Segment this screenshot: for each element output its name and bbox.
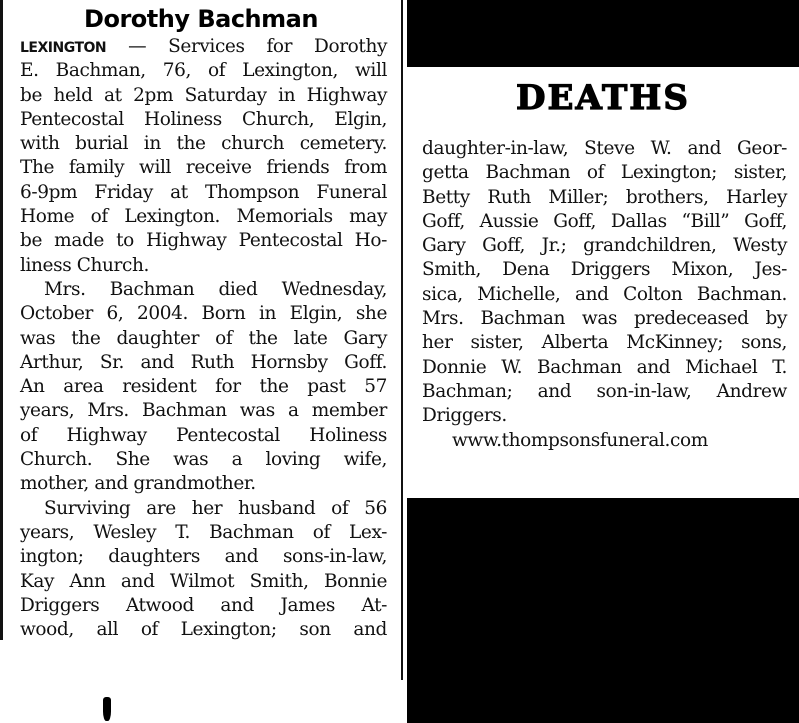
text-line: The family will receive friends from [20,157,387,179]
text-line: wood, all of Lexington; son and [20,619,387,641]
text-line: Mrs. Bachman died Wednesday, [44,278,387,300]
text-line: with burial in the church cemetery. [20,133,387,155]
text-line: of Highway Pentecostal Holiness [20,424,387,446]
ink-smudge [103,697,111,721]
text-line: daughter-in-law, Steve W. and Geor- [422,138,787,159]
text-line: years, Mrs. Bachman was a member [20,400,387,422]
text-line: was the daughter of the late Gary [20,327,387,349]
obituary-headline: Dorothy Bachman [84,5,318,33]
text-line: Donnie W. Bachman and Michael T. [422,356,787,378]
text-line: be held at 2pm Saturday in Highway [20,84,387,106]
text-line: Kay Ann and Wilmot Smith, Bonnie [20,570,387,592]
text-line: Church. She was a loving wife, [20,449,387,471]
column-border-left [0,0,3,640]
column-divider [401,0,403,723]
text-line: E. Bachman, 76, of Lexington, will [20,60,387,82]
redacted-block-bottom [407,498,799,723]
text-line: years, Wesley T. Bachman of Lex- [20,521,387,543]
text-line: Surviving are her husband of 56 [44,497,387,519]
obituary-left-column [20,35,387,642]
text-line: Driggers Atwood and James At- [20,594,387,616]
text-line: Goff, Aussie Goff, Dallas “Bill” Goff, [422,210,787,232]
text-line: her sister, Alberta McKinney; sons, [422,332,787,354]
text-line: be made to Highway Pentecostal Ho- [20,230,387,252]
text-line: Bachman; and son-in-law, Andrew [422,380,787,402]
text-line: mother, and grandmother. [20,473,256,495]
text-line: October 6, 2004. Born in Elgin, she [20,303,387,325]
text-line: An area resident for the past 57 [20,376,387,398]
redacted-block-top [407,0,799,67]
text-line: liness Church. [20,254,149,276]
funeral-home-website: www.thompsonsfuneral.com [452,429,708,451]
text-line: Pentecostal Holiness Church, Elgin, [20,108,387,130]
obituary-right-column [422,137,787,453]
text-line: getta Bachman of Lexington; sister, [422,162,787,184]
section-title-deaths: DEATHS [516,78,690,118]
dateline: LEXINGTON [20,40,107,56]
text-line: 6-9pm Friday at Thompson Funeral [20,181,387,203]
text-line: Gary Goff, Jr.; grandchildren, Westy [422,235,787,257]
text-span: — Services for Dorothy [128,36,388,57]
text-line: Betty Ruth Miller; brothers, Harley [422,186,787,208]
text-line: Arthur, Sr. and Ruth Hornsby Goff. [20,351,387,373]
text-line [20,35,387,59]
text-line: sica, Michelle, and Colton Bachman. [422,283,787,305]
column-divider-gap [399,680,405,723]
text-line: Smith, Dena Driggers Mixon, Jes- [422,259,787,281]
text-line: Mrs. Bachman was predeceased by [422,308,787,330]
text-line: Home of Lexington. Memorials may [20,206,387,228]
text-line: ington; daughters and sons-in-law, [20,546,387,568]
text-line: Driggers. [422,405,507,427]
